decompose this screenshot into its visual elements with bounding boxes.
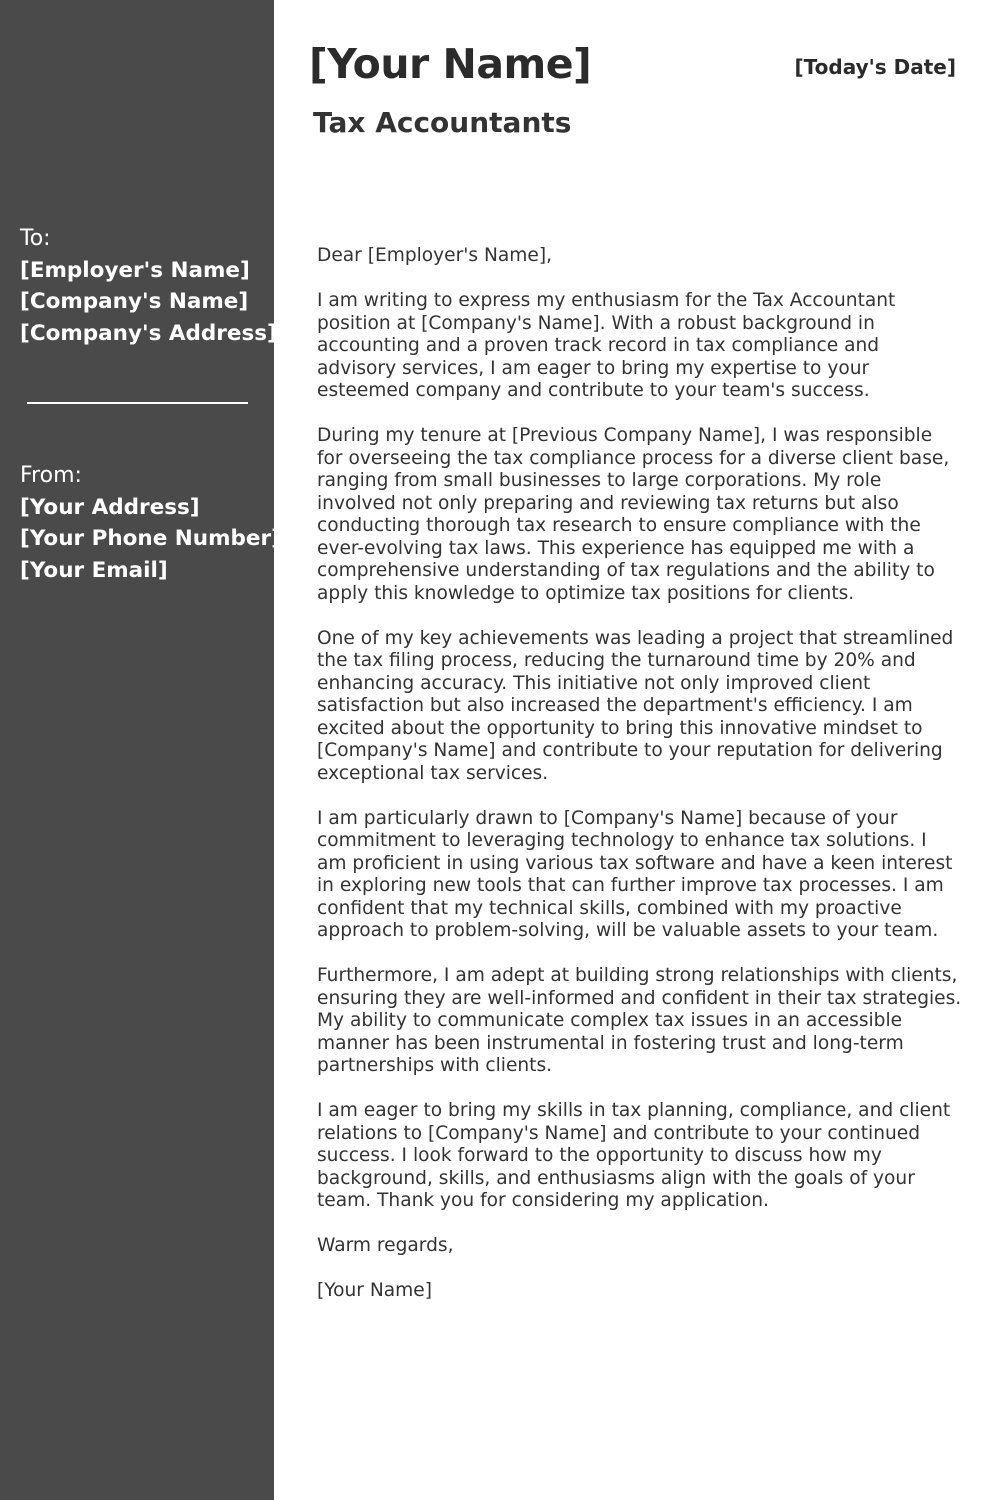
letter-paragraph: I am writing to express my enthusiasm for the Tax Accountant position at [Company's Name]. With a robust background in accounting and a proven track record in tax compliance and advisory services, I am eager to bring my expertise to your esteemed company and contribute to your team's success.: [317, 290, 896, 401]
sender-block: [20, 460, 281, 586]
letter-paragraph: Furthermore, I am adept at building strong relationships with clients, ensuring they are well-informed and confident in their tax strategies. My ability to communicate complex tax issues in an accessible manner has been instrumental in fostering trust and long-term partnerships with clients.: [317, 965, 962, 1076]
sender-address: [Your Address]: [20, 494, 200, 520]
to-heading: To:: [20, 226, 51, 251]
from-heading: From:: [20, 463, 82, 488]
closing: Warm regards,: [317, 1235, 454, 1256]
signature: [Your Name]: [317, 1280, 432, 1301]
letter-paragraph: I am particularly drawn to [Company's Name] because of your commitment to leveraging technology to enhance tax solutions. I am proficient in using various tax software and have a keen interest in exploring new tools that can further improve tax processes. I am confident that my technical skills, combined with my proactive approach to problem-solving, will be valuable assets to your team.: [317, 807, 953, 941]
recipient-block: [20, 223, 277, 349]
sidebar: [0, 0, 281, 1500]
applicant-name: [Your Name]: [309, 40, 592, 88]
salutation: Dear [Employer's Name],: [317, 245, 552, 266]
company-name: [Company's Name]: [20, 289, 249, 314]
letter-date: [Today's Date]: [794, 55, 956, 79]
sidebar-divider: [27, 402, 248, 404]
sender-phone: [Your Phone Number]: [20, 526, 281, 551]
letter-body: [317, 245, 962, 1325]
letter-paragraph: I am eager to bring my skills in tax planning, compliance, and client relations to [Company's Name] and contribute to your continued success. I look forward to the opportunity to discuss how my background, skills, and enthusiasms align with the goals of your team. Thank you for considering my application.: [317, 1100, 951, 1211]
employer-name: [Employer's Name]: [20, 257, 250, 283]
letter-paragraph: During my tenure at [Previous Company Name], I was responsible for overseeing the tax compliance process for a diverse client base, ranging from small businesses to large corporations. My role involved not only preparing and reviewing tax returns but also conducting thorough tax research to ensure compliance with the ever-evolving tax laws. This experience has equipped me with a comprehensive understanding of tax regulations and the ability to apply this knowledge to optimize tax positions for clients.: [317, 425, 950, 604]
sender-email: [Your Email]: [20, 557, 168, 583]
company-address: [Company's Address]: [20, 320, 277, 346]
letter-paragraph: One of my key achievements was leading a project that streamlined the tax filing process, reducing the turnaround time by 20% and enhancing accuracy. This initiative not only improved client satisfaction but also increased the department's efficiency. I am excited about the opportunity to bring this innovative mindset to [Company's Name] and contribute to your reputation for delivering exceptional tax services.: [317, 627, 954, 784]
job-title: Tax Accountants: [313, 106, 572, 139]
